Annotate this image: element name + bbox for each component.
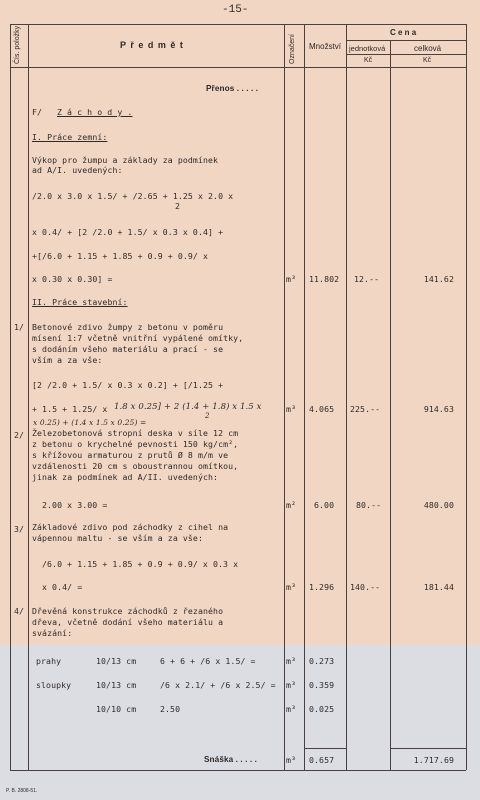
item4-row-size: 10/13 cm bbox=[96, 656, 137, 666]
item2-line: s křížovou armaturou z prutů Ø 8 m/m ve bbox=[32, 450, 229, 460]
price-subheader-line bbox=[346, 40, 466, 41]
part1-quantity: 11.802 bbox=[309, 274, 340, 284]
summary-quantity: 0.657 bbox=[309, 755, 335, 765]
item4-row-calc: /6 x 2.1/ + /6 x 2.5/ = bbox=[160, 680, 276, 690]
item2-line: 2.00 x 3.00 = bbox=[42, 500, 108, 510]
header-quantity: Množství bbox=[309, 42, 342, 51]
item3-quantity: 1.296 bbox=[309, 582, 335, 592]
table-left-border bbox=[10, 24, 11, 770]
section-prefix: F/ bbox=[32, 107, 43, 117]
item1-total: 914.63 bbox=[423, 404, 454, 414]
part1-line: +[/6.0 + 1.15 + 1.85 + 0.9 + 0.9/ x bbox=[32, 251, 209, 261]
part1-line: x 0.4/ + [2 /2.0 + 1.5/ x 0.3 x 0.4] + bbox=[32, 227, 224, 237]
item2-line: Železobetonová stropní deska v síle 12 cm bbox=[32, 428, 239, 438]
page-number: -15- bbox=[222, 4, 249, 16]
item4-row-calc: 2.50 bbox=[160, 704, 181, 714]
part1-unit-price: 12.-- bbox=[354, 274, 380, 284]
part1-line: x 0.30 x 0.30] = bbox=[32, 274, 113, 284]
print-footer: P. B. 2808-51. bbox=[6, 788, 38, 794]
table-bottom-border bbox=[10, 770, 466, 771]
item4-row-name: sloupky bbox=[36, 680, 72, 690]
item4-row-unit: m³ bbox=[286, 680, 297, 690]
item3-number: 3/ bbox=[14, 524, 25, 534]
item2-number: 2/ bbox=[14, 430, 25, 440]
part2-title bbox=[32, 297, 128, 307]
item3-line: Základové zdivo pod záchodky z cihel na bbox=[32, 522, 229, 532]
part1-line: Výkop pro žumpu a základy za podmínek bbox=[32, 155, 219, 165]
part1-title-text: I. Práce zemní: bbox=[32, 132, 108, 142]
item4-row-quantity: 0.359 bbox=[309, 680, 335, 690]
header-total-price: celková bbox=[414, 44, 442, 53]
item4-row-quantity: 0.025 bbox=[309, 704, 335, 714]
item2-line: vzdálenosti 20 cm s oboustrannou omítkou, bbox=[32, 461, 239, 471]
header-item-number: Čís. položky bbox=[14, 25, 21, 64]
item4-row-name: prahy bbox=[36, 656, 62, 666]
header-price: C e n a bbox=[390, 28, 417, 37]
item4-line: Dřevěná konstrukce záchodků z řezaného bbox=[32, 606, 224, 616]
item4-row-calc: 6 + 6 + /6 x 1.5/ = bbox=[160, 656, 256, 666]
item1-handwritten-denominator: 2 bbox=[205, 412, 210, 420]
section-title: Z á c h o d y . bbox=[57, 107, 133, 117]
part1-unit: m³ bbox=[286, 274, 297, 284]
item4-row-size: 10/13 cm bbox=[96, 680, 137, 690]
item2-line: z betonu o krychelné pevnosti 150 kg/cm², bbox=[32, 439, 239, 449]
header-unit-price: jednotková bbox=[349, 44, 386, 53]
item4-row-quantity: 0.273 bbox=[309, 656, 335, 666]
part1-denominator: 2 bbox=[175, 201, 181, 211]
item1-line: s dodáním všeho materiálu a prací - se bbox=[32, 344, 224, 354]
item4-line: dřeva, včetně dodání všeho materiálu a bbox=[32, 617, 224, 627]
header-subject: P ř e d m ě t bbox=[120, 40, 184, 50]
item3-line: x 0.4/ = bbox=[42, 582, 83, 592]
col-subject-divider bbox=[284, 24, 285, 770]
item2-unit: m² bbox=[286, 500, 297, 510]
col-qty-divider bbox=[346, 24, 347, 770]
item4-number: 4/ bbox=[14, 606, 25, 616]
summary-quantity-rule bbox=[304, 748, 346, 749]
item1-quantity: 4.065 bbox=[309, 404, 335, 414]
part1-total: 141.62 bbox=[423, 274, 454, 284]
part1-title bbox=[32, 132, 107, 142]
item1-line: [2 /2.0 + 1.5/ x 0.3 x 0.2] + [/1.25 + bbox=[32, 380, 224, 390]
item4-line: svázání: bbox=[32, 628, 73, 638]
item4-row-unit: m³ bbox=[286, 656, 297, 666]
summary-label: Snáška . . . . . bbox=[204, 755, 258, 764]
item2-unit-price: 80.-- bbox=[356, 500, 382, 510]
item3-unit-price: 140.-- bbox=[350, 582, 381, 592]
header-currency-unit: Kč bbox=[364, 57, 373, 64]
item3-unit: m³ bbox=[286, 582, 297, 592]
item1-number: 1/ bbox=[14, 322, 25, 332]
header-bottom-border bbox=[10, 67, 466, 68]
item1-line: + 1.5 + 1.25/ x bbox=[32, 404, 108, 414]
item1-unit-price: 225.-- bbox=[350, 404, 381, 414]
item3-line: /6.0 + 1.15 + 1.85 + 0.9 + 0.9/ x 0.3 x bbox=[42, 559, 239, 569]
part2-title-text: II. Práce stavební: bbox=[32, 297, 128, 307]
item2-quantity: 6.00 bbox=[314, 500, 335, 510]
col-unit-divider bbox=[390, 40, 391, 770]
header-currency-total: Kč bbox=[423, 57, 432, 64]
item1-line: Betonové zdivo žumpy z betonu v poměru bbox=[32, 322, 224, 332]
item1-line: vším a za vše: bbox=[32, 355, 103, 365]
table-right-border bbox=[466, 24, 467, 770]
item1-line: mísení 1:7 včetně vnitřní vypálené omítky, bbox=[32, 333, 244, 343]
summary-total: 1.717.69 bbox=[413, 755, 454, 765]
currency-line bbox=[346, 54, 466, 55]
item4-row-size: 10/10 cm bbox=[96, 704, 137, 714]
col-number-divider bbox=[28, 24, 29, 770]
item3-total: 181.44 bbox=[423, 582, 454, 592]
summary-total-rule bbox=[390, 748, 466, 749]
table-top-border bbox=[10, 24, 466, 25]
carry-over-label: Přenos . . . . . bbox=[206, 84, 259, 93]
item1-handwritten-formula: 1.8 x 0.25] + 2 (1.4 + 1.8) x 1.5 x bbox=[114, 402, 262, 412]
part1-line: ad A/I. uvedených: bbox=[32, 165, 123, 175]
summary-unit: m³ bbox=[286, 755, 297, 765]
item3-line: vápennou maltu - se vším a za vše: bbox=[32, 533, 203, 543]
item1-unit: m³ bbox=[286, 404, 297, 414]
header-mark: Označení bbox=[289, 34, 296, 64]
col-mark-divider bbox=[304, 24, 305, 770]
part1-line: /2.0 x 3.0 x 1.5/ + /2.65 + 1.25 x 2.0 x bbox=[32, 191, 234, 201]
item1-handwritten-continuation: x 0.25) + (1.4 x 1.5 x 0.25) = bbox=[33, 418, 147, 427]
item2-line: jinak za podmínek ad A/II. uvedených: bbox=[32, 472, 219, 482]
item4-row-unit: m³ bbox=[286, 704, 297, 714]
item2-total: 480.00 bbox=[423, 500, 454, 510]
